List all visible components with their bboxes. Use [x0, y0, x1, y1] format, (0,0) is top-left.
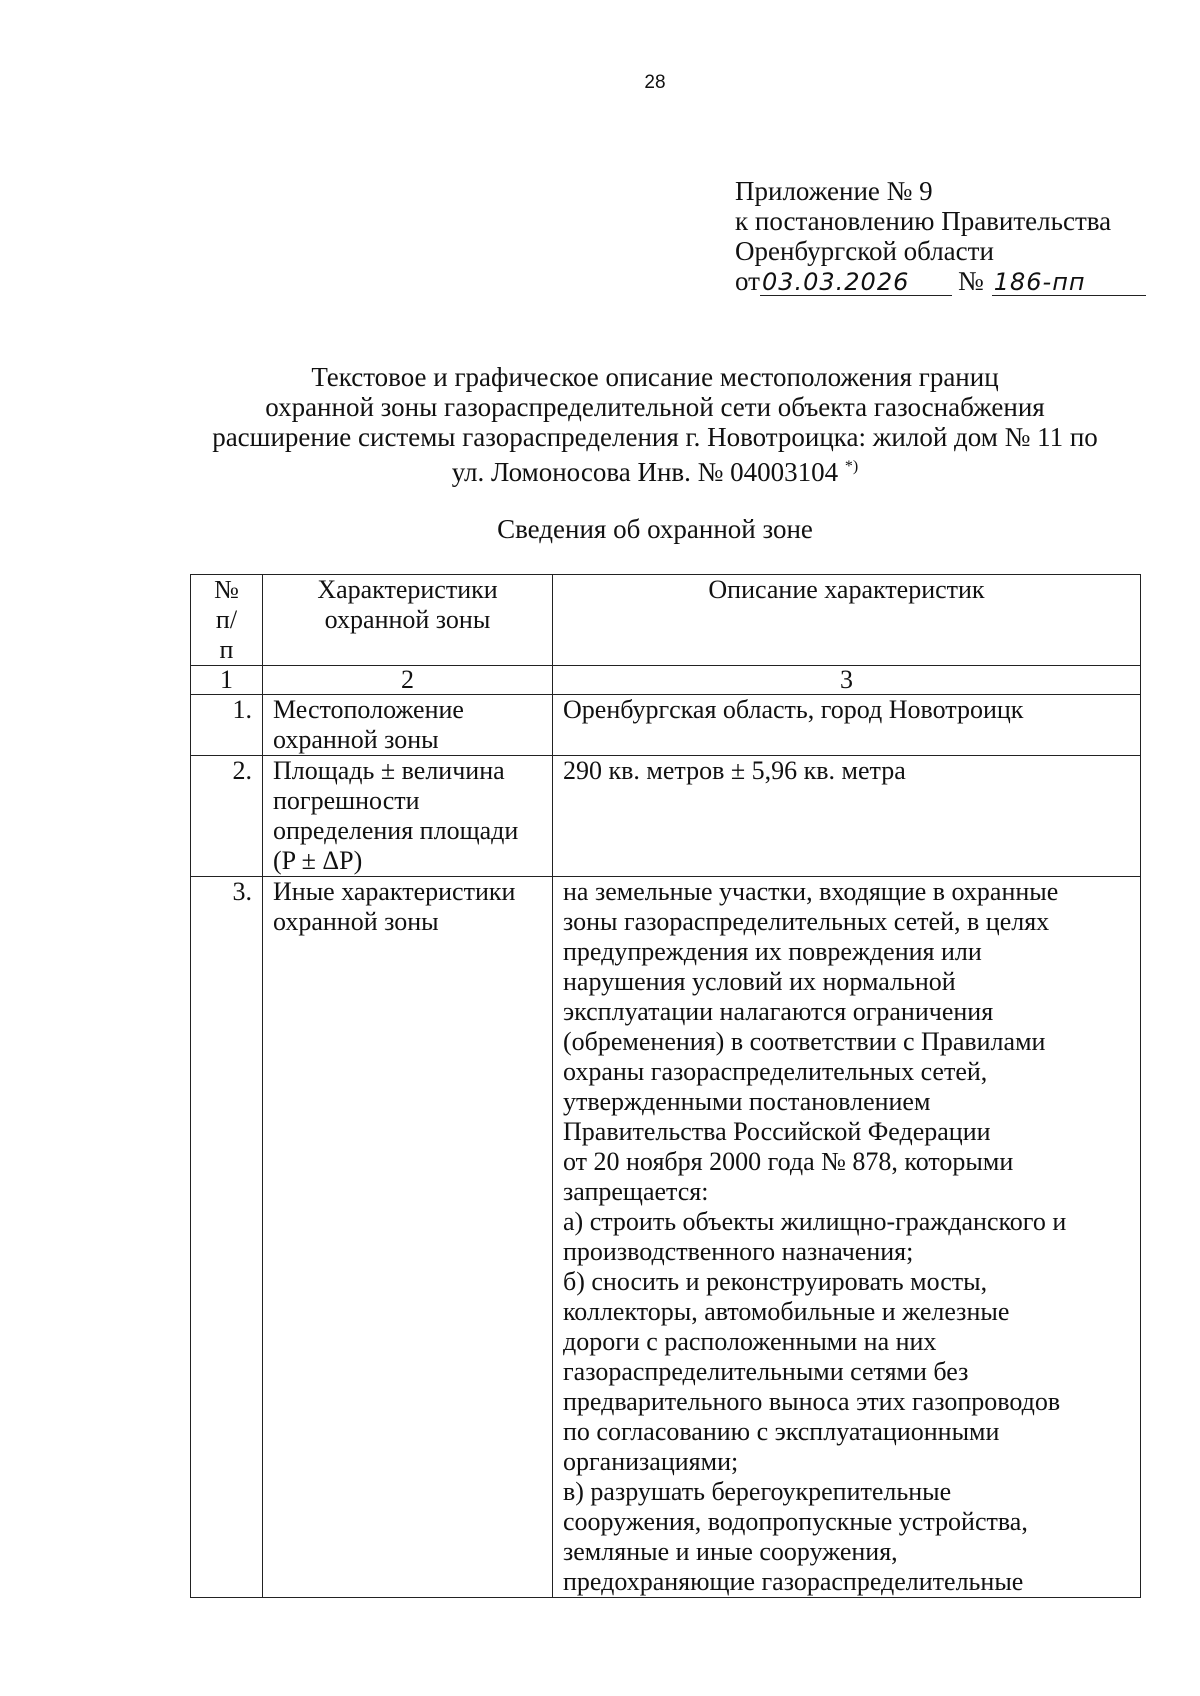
handwritten-date: 03.03.2026 [760, 269, 952, 296]
date-prefix: от [735, 266, 760, 296]
description-line: Правительства Российской Федерации [563, 1117, 991, 1146]
index-cell: 1 [191, 666, 263, 695]
description-line: предупреждения их повреждения или [563, 937, 982, 966]
row-number: 1. [191, 695, 263, 756]
index-cell: 3 [553, 666, 1141, 695]
description-line: коллекторы, автомобильные и железные [563, 1297, 1010, 1326]
header-characteristic: Характеристики охранной зоны [263, 575, 553, 666]
description-line: на земельные участки, входящие в охранные [563, 877, 1059, 906]
description-line: по согласованию с эксплуатационными [563, 1417, 1000, 1446]
title-line-4: ул. Ломоносова Инв. № 04003104 [451, 457, 839, 487]
row-description [553, 695, 1141, 756]
description-line: б) сносить и реконструировать мосты, [563, 1267, 988, 1296]
index-cell: 2 [263, 666, 553, 695]
title-line-4-wrap [160, 452, 1150, 487]
table-index-row [191, 666, 1141, 695]
handwritten-number: 186-пп [992, 269, 1146, 296]
description-line: (обременения) в соответствии с Правилами [563, 1027, 1046, 1056]
number-prefix: № [957, 266, 984, 296]
description-line: дороги с расположенными на них [563, 1327, 937, 1356]
description-line: запрещается: [563, 1177, 709, 1206]
title-line-2: охранной зоны газораспределительной сети объекта газоснабжения [265, 392, 1045, 422]
description-line: Оренбургская область, город Новотроицк [563, 695, 1024, 724]
description-line: предохраняющие газораспределительные [563, 1567, 1024, 1596]
row-characteristic: Площадь ± величина погрешности определения площади (P ± ΔP) [263, 756, 553, 877]
appendix-date-number-line [735, 266, 1175, 296]
description-line: а) строить объекты жилищно-гражданского и [563, 1207, 1067, 1236]
appendix-line-3: Оренбургской области [735, 236, 994, 266]
table-header-row [191, 575, 1141, 666]
title-line-3: расширение системы газораспределения г. Новотроицка: жилой дом № 11 по [212, 422, 1098, 452]
description-line: газораспределительными сетями без [563, 1357, 969, 1386]
description-line: организациями; [563, 1447, 739, 1476]
row-number: 2. [191, 756, 263, 877]
appendix-line-1: Приложение № 9 [735, 176, 933, 206]
description-line: производственного назначения; [563, 1237, 914, 1266]
description-line: от 20 ноября 2000 года № 878, которыми [563, 1147, 1014, 1176]
description-line: сооружения, водопропускные устройства, [563, 1507, 1028, 1536]
footnote-mark: *) [844, 458, 859, 475]
table-row [191, 695, 1141, 756]
description-line: зоны газораспределительных сетей, в целях [563, 907, 1050, 936]
row-characteristic: Иные характеристики охранной зоны [263, 877, 553, 1598]
header-description: Описание характеристик [553, 575, 1141, 666]
protection-zone-table [190, 574, 1141, 1598]
row-description [553, 877, 1141, 1598]
description-line: предварительного выноса этих газопроводов [563, 1387, 1061, 1416]
description-line: охраны газораспределительных сетей, [563, 1057, 988, 1086]
document-title [160, 362, 1150, 487]
header-num: № п/п [191, 575, 263, 666]
row-characteristic: Местоположение охранной зоны [263, 695, 553, 756]
appendix-block [735, 176, 1175, 296]
title-line-1: Текстовое и графическое описание местоположения границ [311, 362, 999, 392]
row-number: 3. [191, 877, 263, 1598]
description-line: в) разрушать берегоукрепительные [563, 1477, 952, 1506]
section-title: Сведения об охранной зоне [497, 514, 813, 544]
description-line: 290 кв. метров ± 5,96 кв. метра [563, 756, 906, 785]
description-line: эксплуатации налагаются ограничения [563, 997, 994, 1026]
description-line: утвержденными постановлением [563, 1087, 931, 1116]
table-row [191, 756, 1141, 877]
description-line: земляные и иные сооружения, [563, 1537, 898, 1566]
description-line: нарушения условий их нормальной [563, 967, 956, 996]
table-row [191, 877, 1141, 1598]
appendix-line-2: к постановлению Правительства [735, 206, 1112, 236]
row-description [553, 756, 1141, 877]
page-number: 28 [644, 72, 666, 93]
